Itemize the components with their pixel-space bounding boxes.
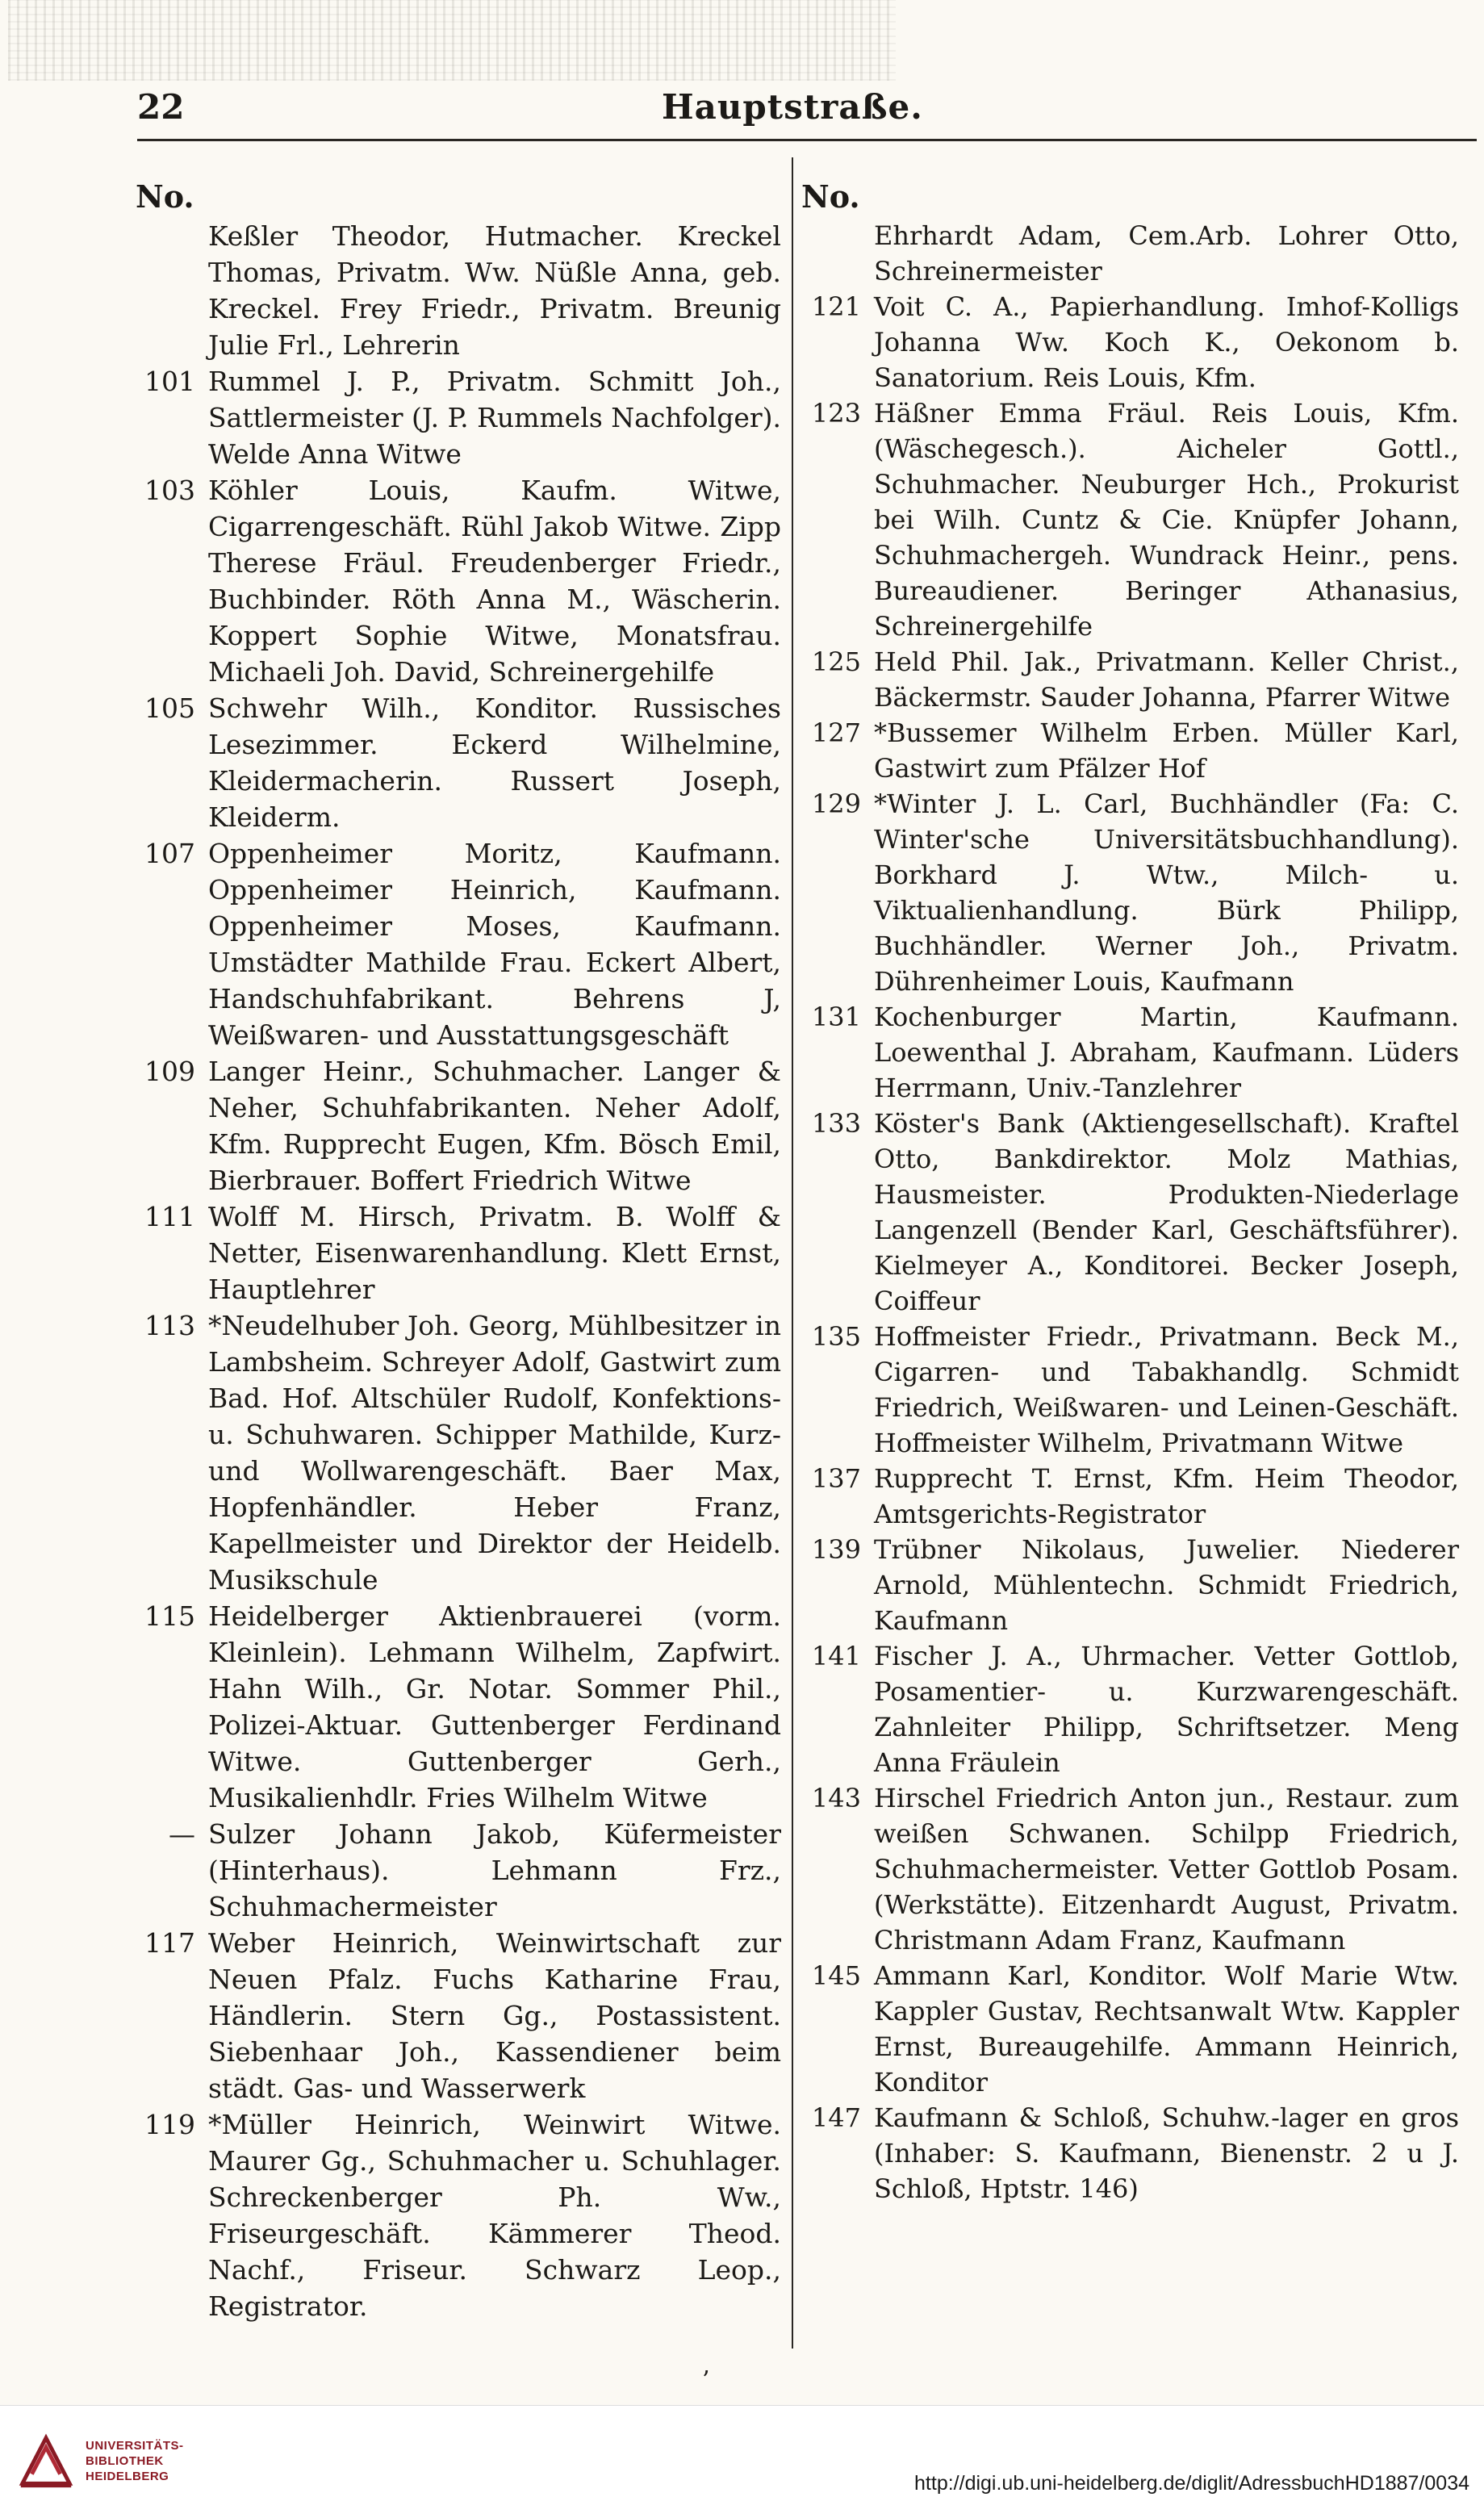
directory-entry — [136, 2106, 781, 2324]
directory-entry — [136, 1598, 781, 1816]
directory-entry — [136, 1816, 781, 1925]
library-name-line: UNIVERSITÄTS- — [86, 2439, 184, 2453]
source-url-link[interactable]: http://digi.ub.uni-heidelberg.de/diglit/AdressbuchHD1887/0034 — [914, 2472, 1469, 2495]
house-number: 127 — [811, 717, 861, 748]
directory-entry — [136, 690, 781, 835]
resident-text: Hirschel Friedrich Anton jun., Restaur. zum weißen Schwanen. Schilpp Friedrich, Schuhmachermeister. Vetter Gottlob Posam. (Werkstätte). Eitzenhardt August, Privatm. Christmann Adam Franz, Kaufmann — [874, 1783, 1459, 1955]
university-library-logo-icon — [15, 2430, 77, 2493]
directory-entry — [801, 715, 1459, 786]
house-number: 125 — [811, 646, 861, 677]
resident-text: *Bussemer Wilhelm Erben. Müller Karl, Gastwirt zum Pfälzer Hof — [874, 717, 1459, 784]
resident-text: Heidelberger Aktienbrauerei (vorm. Kleinlein). Lehmann Wilhelm, Zapfwirt. Hahn Wilh., Gr. Notar. Sommer Phil., Polizei-Aktuar. Guttenberger Ferdinand Witwe. Guttenberger Gerh., Musikalienhdlr. Fries Wilhelm Witwe — [208, 1600, 781, 1813]
resident-text: Häßner Emma Fräul. Reis Louis, Kfm. (Wäschegesch.). Aicheler Gottl., Schuhmacher. Neuburger Hch., Prokurist bei Wilh. Cuntz & Cie. Knüpfer Johann, Schuhmachergeh. Wundrack Heinr., pens. Bureaudiener. Beringer Athanasius, Schreinergehilfe — [874, 398, 1459, 642]
house-number: 145 — [811, 1960, 861, 1991]
house-number: 131 — [811, 1002, 861, 1032]
directory-entry — [136, 1307, 781, 1598]
resident-text: Köhler Louis, Kaufm. Witwe, Cigarrengeschäft. Rühl Jakob Witwe. Zipp Therese Fräul. Freudenberger Friedr., Buchbinder. Röth Anna M., Wäscherin. Koppert Sophie Witwe, Monatsfrau. Michaeli Joh. David, Schreinergehilfe — [208, 475, 781, 688]
directory-entry — [801, 1638, 1459, 1780]
resident-text: Weber Heinrich, Weinwirtschaft zur Neuen Pfalz. Fuchs Katharine Frau, Händlerin. Stern Gg., Postassistent. Siebenhaar Joh., Kassendiener beim städt. Gas- und Wasserwerk — [208, 1927, 781, 2104]
directory-entry — [136, 1198, 781, 1307]
house-number: 105 — [144, 692, 195, 724]
directory-entry — [801, 1958, 1459, 2100]
directory-entry — [136, 472, 781, 690]
house-number: 139 — [811, 1534, 861, 1565]
directory-entry — [801, 644, 1459, 715]
resident-text: *Müller Heinrich, Weinwirt Witwe. Maurer Gg., Schuhmacher u. Schuhlager. Schreckenberger Ph. Ww., Friseurgeschäft. Kämmerer Theod. Nachf., Friseur. Schwarz Leop., Registrator. — [208, 2109, 781, 2322]
directory-entry — [801, 786, 1459, 999]
directory-entry — [801, 289, 1459, 395]
footer — [0, 2405, 1484, 2518]
directory-entry — [801, 1319, 1459, 1461]
resident-text: Schwehr Wilh., Konditor. Russisches Lesezimmer. Eckerd Wilhelmine, Kleidermacherin. Russert Joseph, Kleiderm. — [208, 692, 781, 833]
resident-text: Held Phil. Jak., Privatmann. Keller Christ., Bäckermstr. Sauder Johanna, Pfarrer Witwe — [874, 646, 1459, 713]
directory-entry — [801, 2100, 1459, 2206]
house-number: 111 — [144, 1201, 195, 1232]
library-name-line: BIBLIOTHEK — [86, 2454, 164, 2468]
house-number: 143 — [811, 1783, 861, 1813]
directory-entry — [136, 218, 781, 363]
library-name-line: HEIDELBERG — [86, 2470, 169, 2483]
resident-text: Rummel J. P., Privatm. Schmitt Joh., Sattlermeister (J. P. Rummels Nachfolger). Welde Anna Witwe — [208, 366, 781, 470]
directory-entry — [136, 1053, 781, 1198]
house-number: — — [169, 1818, 195, 1850]
directory-entry — [801, 218, 1459, 289]
house-number: 133 — [811, 1108, 861, 1139]
resident-text: Köster's Bank (Aktiengesellschaft). Kraftel Otto, Bankdirektor. Molz Mathias, Hausmeister. Produkten-Niederlage Langenzell (Bender Karl, Geschäftsführer). Kielmeyer A., Konditorei. Becker Joseph, Coiffeur — [874, 1108, 1459, 1316]
column-heading: No. — [136, 178, 194, 215]
house-number: 109 — [144, 1056, 195, 1087]
resident-text: Trübner Nikolaus, Juwelier. Niederer Arnold, Mühlentechn. Schmidt Friedrich, Kaufmann — [874, 1534, 1459, 1636]
resident-text: Kochenburger Martin, Kaufmann. Loewenthal J. Abraham, Kaufmann. Lüders Herrmann, Univ.-Tanzlehrer — [874, 1002, 1459, 1103]
left-column — [136, 179, 781, 2324]
right-column — [801, 179, 1459, 2206]
resident-text: Fischer J. A., Uhrmacher. Vetter Gottlob, Posamentier- u. Kurzwarengeschäft. Zahnleiter Philipp, Schriftsetzer. Meng Anna Fräulein — [874, 1641, 1459, 1778]
house-number: 117 — [144, 1927, 195, 1959]
resident-text: Keßler Theodor, Hutmacher. Kreckel Thomas, Privatm. Ww. Nüßle Anna, geb. Kreckel. Frey Friedr., Privatm. Breunig Julie Frl., Lehrerin — [208, 220, 781, 361]
directory-entry — [136, 1925, 781, 2106]
house-number: 103 — [144, 475, 195, 506]
stray-mark: ’ — [702, 2366, 710, 2395]
resident-text: Hoffmeister Friedr., Privatmann. Beck M., Cigarren- und Tabakhandlg. Schmidt Friedrich, Weißwaren- und Leinen-Geschäft. Hoffmeister Wilhelm, Privatmann Witwe — [874, 1321, 1459, 1458]
resident-text: Wolff M. Hirsch, Privatm. B. Wolff & Netter, Eisenwarenhandlung. Klett Ernst, Hauptlehrer — [208, 1201, 781, 1305]
house-number: 115 — [144, 1600, 195, 1632]
resident-text: Ammann Karl, Konditor. Wolf Marie Wtw. Kappler Gustav, Rechtsanwalt Wtw. Kappler Ernst, Bureaugehilfe. Ammann Heinrich, Konditor — [874, 1960, 1459, 2098]
resident-text: Kaufmann & Schloß, Schuhw.-lager en gros (Inhaber: S. Kaufmann, Bienenstr. 2 u J. Schloß, Hptstr. 146) — [874, 2102, 1459, 2204]
house-number: 113 — [144, 1310, 195, 1341]
resident-text: Oppenheimer Moritz, Kaufmann. Oppenheimer Heinrich, Kaufmann. Oppenheimer Moses, Kaufmann. Umstädter Mathilde Frau. Eckert Albert, Handschuhfabrikant. Behrens J, Weißwaren- und Ausstattungsgeschäft — [208, 838, 781, 1051]
resident-text: Sulzer Johann Jakob, Küfermeister (Hinterhaus). Lehmann Frz., Schuhmachermeister — [208, 1818, 781, 1922]
house-number: 129 — [811, 788, 861, 819]
house-number: 119 — [144, 2109, 195, 2140]
house-number: 147 — [811, 2102, 861, 2133]
page-number: 22 — [137, 87, 185, 127]
column-divider — [792, 157, 793, 2349]
resident-text: *Winter J. L. Carl, Buchhändler (Fa: C. Winter'sche Universitätsbuchhandlung). Borkhard J. Wtw., Milch- u. Viktualienhandlung. Bürk Philipp, Buchhändler. Werner Joh., Privatm. Dührenheimer Louis, Kaufmann — [874, 788, 1459, 997]
house-number: 121 — [811, 291, 861, 322]
resident-text: Ehrhardt Adam, Cem.Arb. Lohrer Otto, Schreinermeister — [874, 220, 1459, 287]
directory-entry — [136, 363, 781, 472]
house-number: 107 — [144, 838, 195, 869]
house-number: 141 — [811, 1641, 861, 1671]
directory-entry — [801, 1461, 1459, 1532]
directory-entry — [801, 395, 1459, 644]
directory-entry — [136, 835, 781, 1053]
directory-entry — [801, 1106, 1459, 1319]
scan-noise-strip — [8, 0, 896, 81]
header-rule — [137, 139, 1477, 141]
resident-text: Voit C. A., Papierhandlung. Imhof-Kolligs Johanna Ww. Koch K., Oekonom b. Sanatorium. Reis Louis, Kfm. — [874, 291, 1459, 393]
directory-entry — [801, 1532, 1459, 1638]
directory-entry — [801, 1780, 1459, 1958]
column-heading: No. — [801, 178, 860, 215]
page-title: Hauptstraße. — [662, 87, 923, 127]
directory-entry — [801, 999, 1459, 1106]
library-name — [86, 2438, 184, 2484]
resident-text: Rupprecht T. Ernst, Kfm. Heim Theodor, Amtsgerichts-Registrator — [874, 1463, 1459, 1529]
house-number: 135 — [811, 1321, 861, 1352]
resident-text: Langer Heinr., Schuhmacher. Langer & Neher, Schuhfabrikanten. Neher Adolf, Kfm. Rupprecht Eugen, Kfm. Bösch Emil, Bierbrauer. Boffert Friedrich Witwe — [208, 1056, 781, 1196]
house-number: 137 — [811, 1463, 861, 1494]
house-number: 101 — [144, 366, 195, 397]
house-number: 123 — [811, 398, 861, 429]
resident-text: *Neudelhuber Joh. Georg, Mühlbesitzer in Lambsheim. Schreyer Adolf, Gastwirt zum Bad. Hof. Altschüler Rudolf, Konfektions- u. Schuhwaren. Schipper Mathilde, Kurz- und Wollwarengeschäft. Baer Max, Hopfenhändler. Heber Franz, Kapellmeister und Direktor der Heidelb. Musikschule — [208, 1310, 781, 1596]
